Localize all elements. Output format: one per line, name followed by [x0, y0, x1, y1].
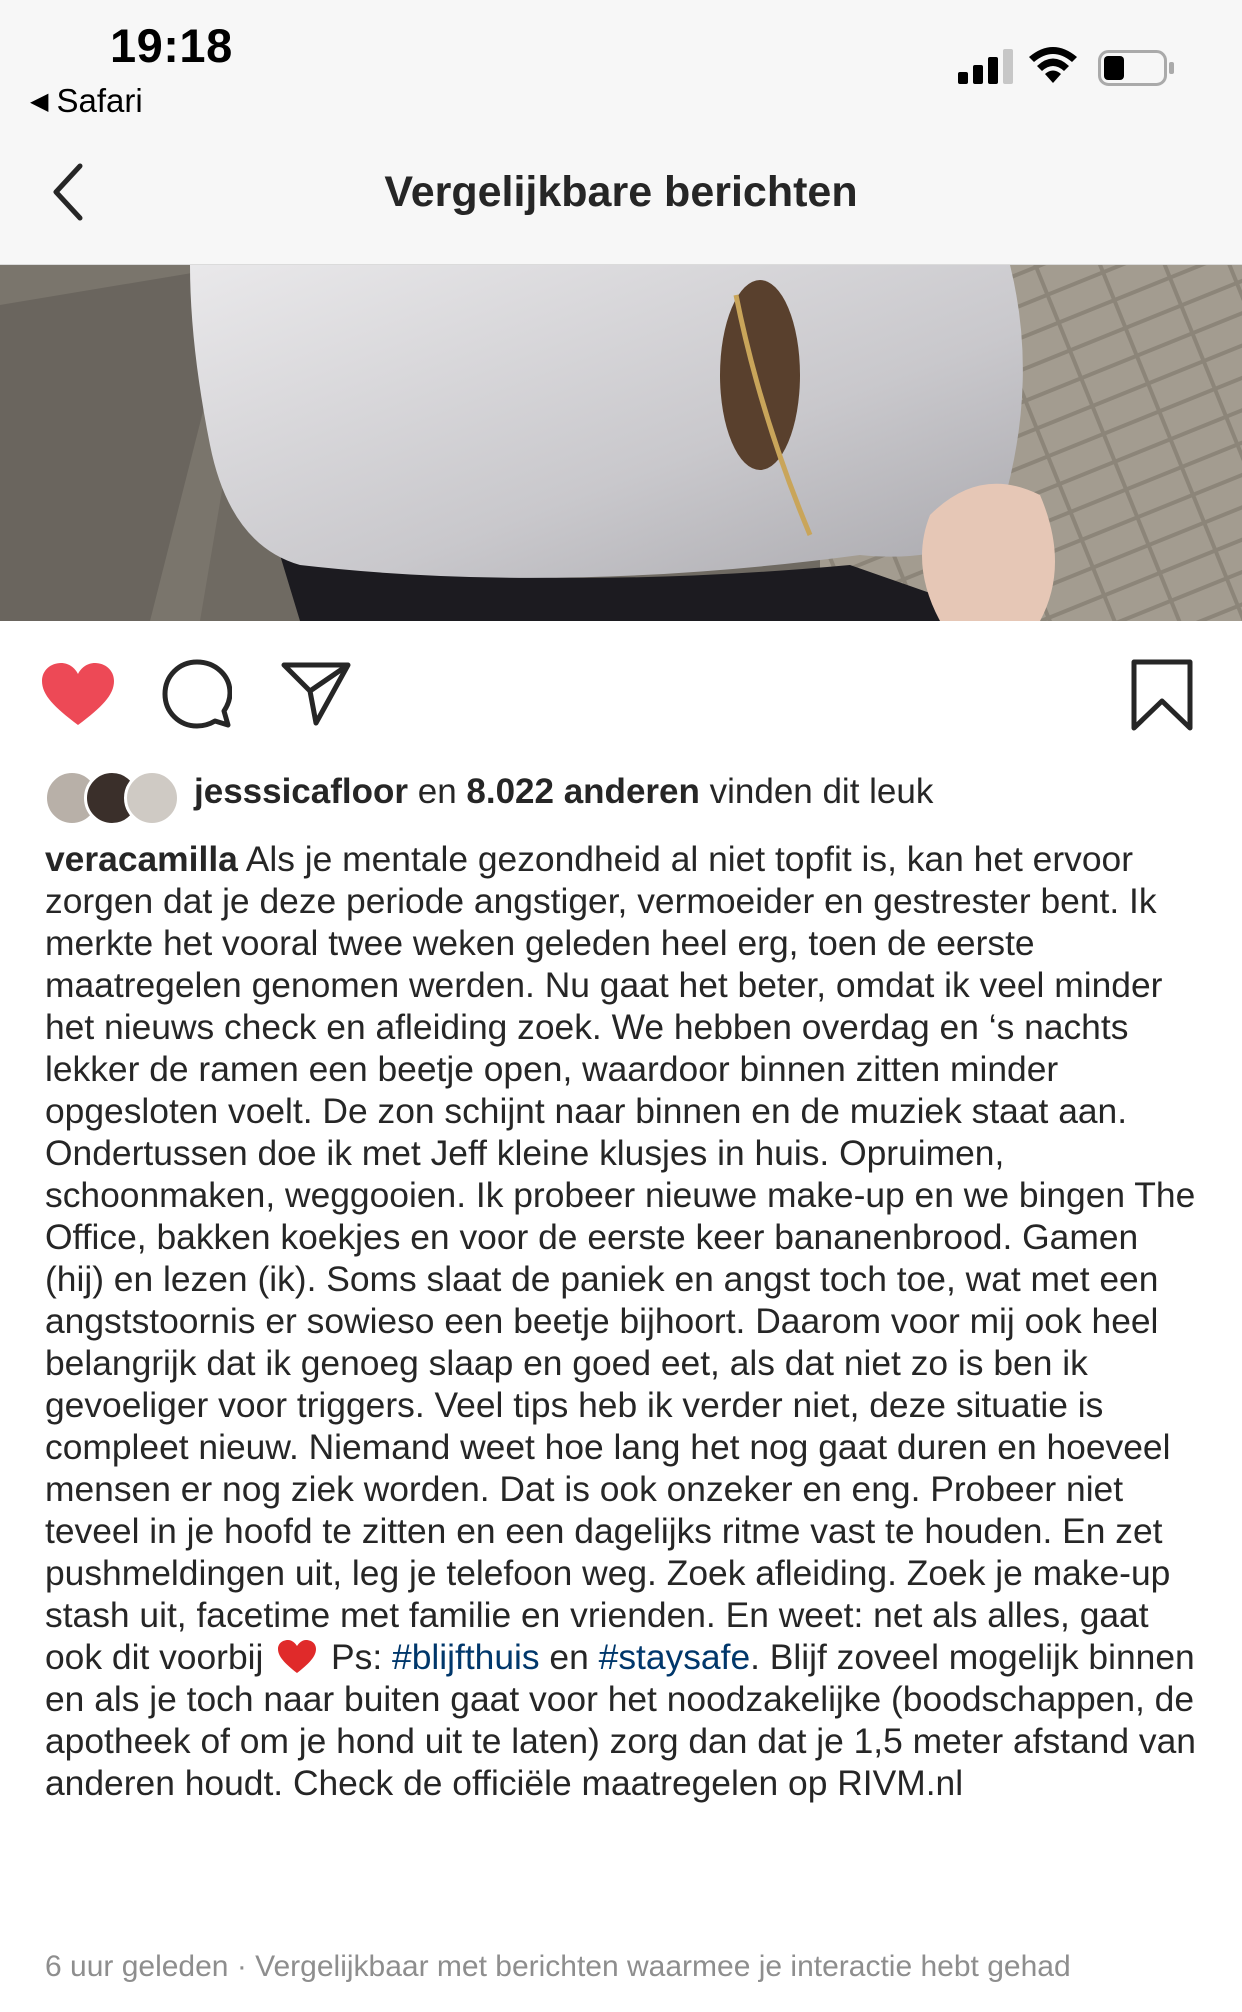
red-heart-emoji	[277, 1639, 317, 1675]
share-icon[interactable]	[280, 659, 352, 727]
back-app-label: Safari	[56, 82, 143, 119]
caption-connector: en	[549, 1637, 589, 1677]
navigation-bar	[0, 130, 1242, 265]
hashtag-link[interactable]: #staysafe	[598, 1637, 751, 1677]
status-bar	[0, 0, 1242, 130]
hashtag-link[interactable]: #blijfthuis	[392, 1637, 540, 1677]
post-footer: 6 uur geleden · Vergelijkbaar met berichten waarmee je interactie hebt gehad	[45, 1950, 1071, 1983]
post-photo[interactable]	[0, 265, 1242, 621]
signal-icon	[958, 48, 1014, 84]
page-title: Vergelijkbare berichten	[384, 168, 858, 216]
back-to-safari-link[interactable]	[30, 82, 143, 120]
liker-username[interactable]: jesssicafloor	[194, 772, 408, 811]
battery-icon	[1098, 50, 1176, 86]
comment-icon[interactable]	[162, 659, 232, 729]
likes-count[interactable]: 8.022 anderen	[466, 772, 700, 811]
post-username[interactable]: veracamilla	[45, 839, 238, 879]
status-time: 19:18	[110, 19, 233, 72]
post-caption	[45, 838, 1205, 1804]
likes-suffix: vinden dit leuk	[709, 772, 934, 811]
bookmark-icon[interactable]	[1130, 659, 1194, 731]
liker-avatars	[44, 768, 184, 824]
caption-text-continued: . Blijf zoveel mogelijk binnen en als je toch naar buiten gaat voor het noodzakelijke (boodschappen, de apotheek of om je hond uit te laten) zorg dan dat je 1,5 meter afstand van anderen houdt. Check de officiële maatregelen op RIVM.nl	[45, 1637, 1196, 1803]
caption-ps: Ps:	[331, 1637, 383, 1677]
likes-text	[194, 772, 933, 812]
heart-icon[interactable]	[40, 661, 116, 729]
wifi-icon	[1028, 46, 1078, 86]
avatar	[124, 770, 180, 826]
likes-connector: en	[417, 772, 457, 811]
back-arrow-icon: ◀	[30, 88, 49, 115]
likes-summary[interactable]	[44, 768, 1214, 824]
caption-text: Als je mentale gezondheid al niet topfit is, kan het ervoor zorgen dat je deze periode angstiger, vermoeider en gestrester bent. Ik merkte het vooral twee weken geleden heel erg, toen de eerste maatregelen genomen werden. Nu gaat het beter, omdat ik veel minder het nieuws check en afleiding zoek. We hebben overdag en ‘s nachts lekker de ramen een beetje open, waardoor binnen zitten minder opgesloten voelt. De zon schijnt naar binnen en de muziek staat aan. Ondertussen doe ik met Jeff kleine klusjes in huis. Opruimen, schoonmaken, weggooien. Ik probeer nieuwe make-up en we bingen The Office, bakken koekjes en voor de eerste keer bananenbrood. Gamen (hij) en lezen (ik). Soms slaat de paniek en angst toch toe, wat met een angststoornis er sowieso een beetje bijhoort. Daarom voor mij ook heel belangrijk dat ik genoeg slaap en goed eet, als dat niet zo is ben ik gevoeliger voor triggers. Veel tips heb ik verder niet, deze situatie is compleet nieuw. Niemand weet hoe lang het nog gaat duren en hoeveel mensen er nog ziek worden. Dat is ook onzeker en eng. Probeer niet teveel in je hoofd te zitten en een dagelijks ritme vast te houden. En zet pushmeldingen uit, leg je telefoon weg. Zoek afleiding. Zoek je make-up stash uit, facetime met familie en vrienden. En weet: net als alles, gaat ook dit voorbij	[45, 839, 1196, 1677]
post-actions	[0, 621, 1242, 761]
